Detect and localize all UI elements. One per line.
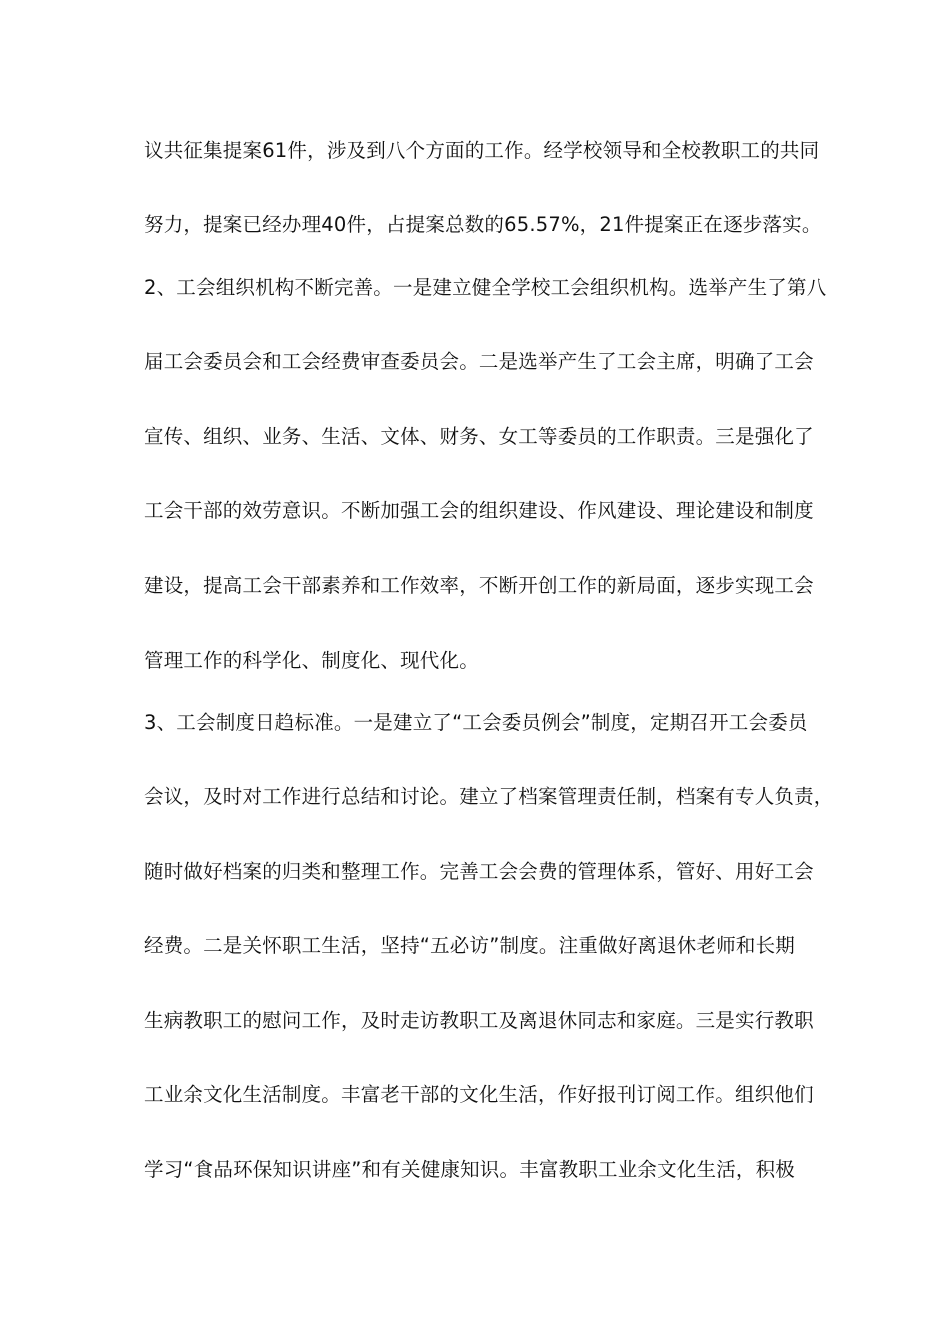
text-line: 学习“食品环保知识讲座”和有关健康知识。丰富教职工业余文化生活，积极 [144, 1158, 796, 1181]
text-line: 2、工会组织机构不断完善。一是建立健全学校工会组织机构。选举产生了第八 [144, 276, 827, 299]
text-line: 经费。二是关怀职工生活，坚持“五必访”制度。注重做好离退休老师和长期 [144, 934, 796, 957]
text-line: 3、工会制度日趋标准。一是建立了“工会委员例会”制度，定期召开工会委员 [144, 711, 808, 734]
text-line: 届工会委员会和工会经费审查委员会。二是选举产生了工会主席，明确了工会 [144, 350, 814, 373]
text-line: 工会干部的效劳意识。不断加强工会的组织建设、作风建设、理论建设和制度 [144, 499, 814, 522]
text-line: 随时做好档案的归类和整理工作。完善工会会费的管理体系，管好、用好工会 [144, 860, 814, 883]
text-line: 努力，提案已经办理40件，占提案总数的65.57%，21件提案正在逐步落实。 [144, 213, 822, 236]
text-line: 管理工作的科学化、制度化、现代化。 [144, 649, 479, 672]
text-line: 工业余文化生活制度。丰富老干部的文化生活，作好报刊订阅工作。组织他们 [144, 1083, 814, 1106]
text-line: 会议，及时对工作进行总结和讨论。建立了档案管理责任制，档案有专人负责， [144, 785, 834, 808]
text-line: 议共征集提案61件，涉及到八个方面的工作。经学校领导和全校教职工的共同 [144, 139, 820, 162]
text-line: 建设，提高工会干部素养和工作效率，不断开创工作的新局面，逐步实现工会 [144, 574, 814, 597]
text-line: 宣传、组织、业务、生活、文体、财务、女工等委员的工作职责。三是强化了 [144, 425, 814, 448]
text-line: 生病教职工的慰问工作，及时走访教职工及离退休同志和家庭。三是实行教职 [144, 1009, 814, 1032]
